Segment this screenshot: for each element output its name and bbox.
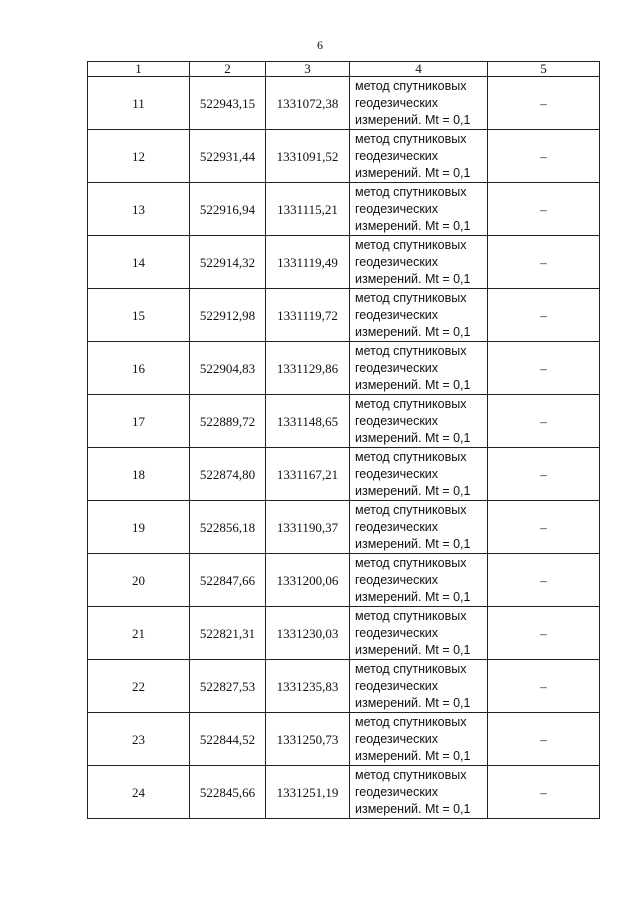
page-number: 6 (317, 38, 323, 52)
method-line: измерений. Mt = 0,1 (355, 536, 471, 551)
x-coordinate-cell: 522845,66 (190, 766, 266, 819)
method-line: измерений. Mt = 0,1 (355, 271, 471, 286)
method-cell (350, 77, 488, 130)
method-cell (350, 130, 488, 183)
table-header-row (88, 62, 600, 77)
method-line: геодезических (355, 307, 439, 322)
point-number-cell: 14 (88, 236, 190, 289)
point-number-cell: 13 (88, 183, 190, 236)
method-line: метод спутниковых (355, 396, 467, 411)
method-line: измерений. Mt = 0,1 (355, 377, 471, 392)
y-coordinate-cell: 1331230,03 (266, 607, 350, 660)
y-coordinate-cell: 1331072,38 (266, 77, 350, 130)
method-cell (350, 766, 488, 819)
table-row (88, 501, 600, 554)
point-number-cell: 24 (88, 766, 190, 819)
table-row (88, 130, 600, 183)
method-line: геодезических (355, 254, 439, 269)
note-cell: – (488, 395, 600, 448)
note-cell: – (488, 342, 600, 395)
method-line: метод спутниковых (355, 661, 467, 676)
method-line: измерений. Mt = 0,1 (355, 218, 471, 233)
method-cell (350, 448, 488, 501)
x-coordinate-cell: 522931,44 (190, 130, 266, 183)
note-cell: – (488, 130, 600, 183)
method-line: метод спутниковых (355, 767, 467, 782)
x-coordinate-cell: 522889,72 (190, 395, 266, 448)
y-coordinate-cell: 1331200,06 (266, 554, 350, 607)
method-line: метод спутниковых (355, 184, 467, 199)
method-line: геодезических (355, 519, 439, 534)
method-cell (350, 236, 488, 289)
method-line: измерений. Mt = 0,1 (355, 165, 471, 180)
y-coordinate-cell: 1331190,37 (266, 501, 350, 554)
table-row (88, 342, 600, 395)
table-row (88, 660, 600, 713)
table-row (88, 448, 600, 501)
table-row (88, 183, 600, 236)
x-coordinate-cell: 522914,32 (190, 236, 266, 289)
y-coordinate-cell: 1331148,65 (266, 395, 350, 448)
header-cell-1: 1 (88, 62, 190, 77)
x-coordinate-cell: 522821,31 (190, 607, 266, 660)
point-number-cell: 22 (88, 660, 190, 713)
method-line: геодезических (355, 413, 439, 428)
header-cell-2: 2 (190, 62, 266, 77)
method-cell (350, 501, 488, 554)
point-number-cell: 23 (88, 713, 190, 766)
method-line: измерений. Mt = 0,1 (355, 748, 471, 763)
point-number-cell: 20 (88, 554, 190, 607)
x-coordinate-cell: 522912,98 (190, 289, 266, 342)
y-coordinate-cell: 1331235,83 (266, 660, 350, 713)
note-cell: – (488, 289, 600, 342)
note-cell: – (488, 660, 600, 713)
header-cell-3: 3 (266, 62, 350, 77)
note-cell: – (488, 554, 600, 607)
x-coordinate-cell: 522874,80 (190, 448, 266, 501)
method-line: геодезических (355, 466, 439, 481)
method-cell (350, 289, 488, 342)
method-line: геодезических (355, 201, 439, 216)
y-coordinate-cell: 1331167,21 (266, 448, 350, 501)
method-line: измерений. Mt = 0,1 (355, 642, 471, 657)
method-line: геодезических (355, 784, 439, 799)
method-line: измерений. Mt = 0,1 (355, 324, 471, 339)
x-coordinate-cell: 522943,15 (190, 77, 266, 130)
method-cell (350, 713, 488, 766)
method-cell (350, 554, 488, 607)
point-number-cell: 18 (88, 448, 190, 501)
header-cell-4: 4 (350, 62, 488, 77)
point-number-cell: 11 (88, 77, 190, 130)
x-coordinate-cell: 522904,83 (190, 342, 266, 395)
note-cell: – (488, 607, 600, 660)
note-cell: – (488, 77, 600, 130)
method-cell (350, 660, 488, 713)
method-cell (350, 342, 488, 395)
method-line: измерений. Mt = 0,1 (355, 801, 471, 816)
y-coordinate-cell: 1331119,49 (266, 236, 350, 289)
method-line: измерений. Mt = 0,1 (355, 483, 471, 498)
point-number-cell: 16 (88, 342, 190, 395)
method-cell (350, 395, 488, 448)
method-line: геодезических (355, 360, 439, 375)
x-coordinate-cell: 522856,18 (190, 501, 266, 554)
point-number-cell: 19 (88, 501, 190, 554)
point-number-cell: 17 (88, 395, 190, 448)
method-line: геодезических (355, 95, 439, 110)
note-cell: – (488, 236, 600, 289)
method-line: метод спутниковых (355, 449, 467, 464)
y-coordinate-cell: 1331250,73 (266, 713, 350, 766)
method-line: метод спутниковых (355, 343, 467, 358)
method-line: измерений. Mt = 0,1 (355, 695, 471, 710)
y-coordinate-cell: 1331119,72 (266, 289, 350, 342)
method-line: метод спутниковых (355, 555, 467, 570)
x-coordinate-cell: 522847,66 (190, 554, 266, 607)
note-cell: – (488, 448, 600, 501)
table-row (88, 395, 600, 448)
method-line: метод спутниковых (355, 502, 467, 517)
y-coordinate-cell: 1331251,19 (266, 766, 350, 819)
x-coordinate-cell: 522827,53 (190, 660, 266, 713)
y-coordinate-cell: 1331091,52 (266, 130, 350, 183)
method-line: измерений. Mt = 0,1 (355, 589, 471, 604)
method-line: метод спутниковых (355, 237, 467, 252)
table-row (88, 607, 600, 660)
method-line: геодезических (355, 625, 439, 640)
x-coordinate-cell: 522844,52 (190, 713, 266, 766)
method-line: метод спутниковых (355, 131, 467, 146)
note-cell: – (488, 183, 600, 236)
y-coordinate-cell: 1331115,21 (266, 183, 350, 236)
point-number-cell: 12 (88, 130, 190, 183)
table-row (88, 77, 600, 130)
method-line: геодезических (355, 572, 439, 587)
method-line: геодезических (355, 148, 439, 163)
point-number-cell: 21 (88, 607, 190, 660)
table-row (88, 289, 600, 342)
method-line: измерений. Mt = 0,1 (355, 112, 471, 127)
note-cell: – (488, 766, 600, 819)
method-line: геодезических (355, 678, 439, 693)
table-row (88, 554, 600, 607)
point-number-cell: 15 (88, 289, 190, 342)
note-cell: – (488, 713, 600, 766)
note-cell: – (488, 501, 600, 554)
table-row (88, 236, 600, 289)
method-cell (350, 607, 488, 660)
method-line: геодезических (355, 731, 439, 746)
table-row (88, 766, 600, 819)
table-row (88, 713, 600, 766)
coordinates-table (87, 61, 600, 819)
method-cell (350, 183, 488, 236)
y-coordinate-cell: 1331129,86 (266, 342, 350, 395)
method-line: метод спутниковых (355, 714, 467, 729)
method-line: метод спутниковых (355, 290, 467, 305)
header-cell-5: 5 (488, 62, 600, 77)
method-line: измерений. Mt = 0,1 (355, 430, 471, 445)
method-line: метод спутниковых (355, 78, 467, 93)
x-coordinate-cell: 522916,94 (190, 183, 266, 236)
method-line: метод спутниковых (355, 608, 467, 623)
